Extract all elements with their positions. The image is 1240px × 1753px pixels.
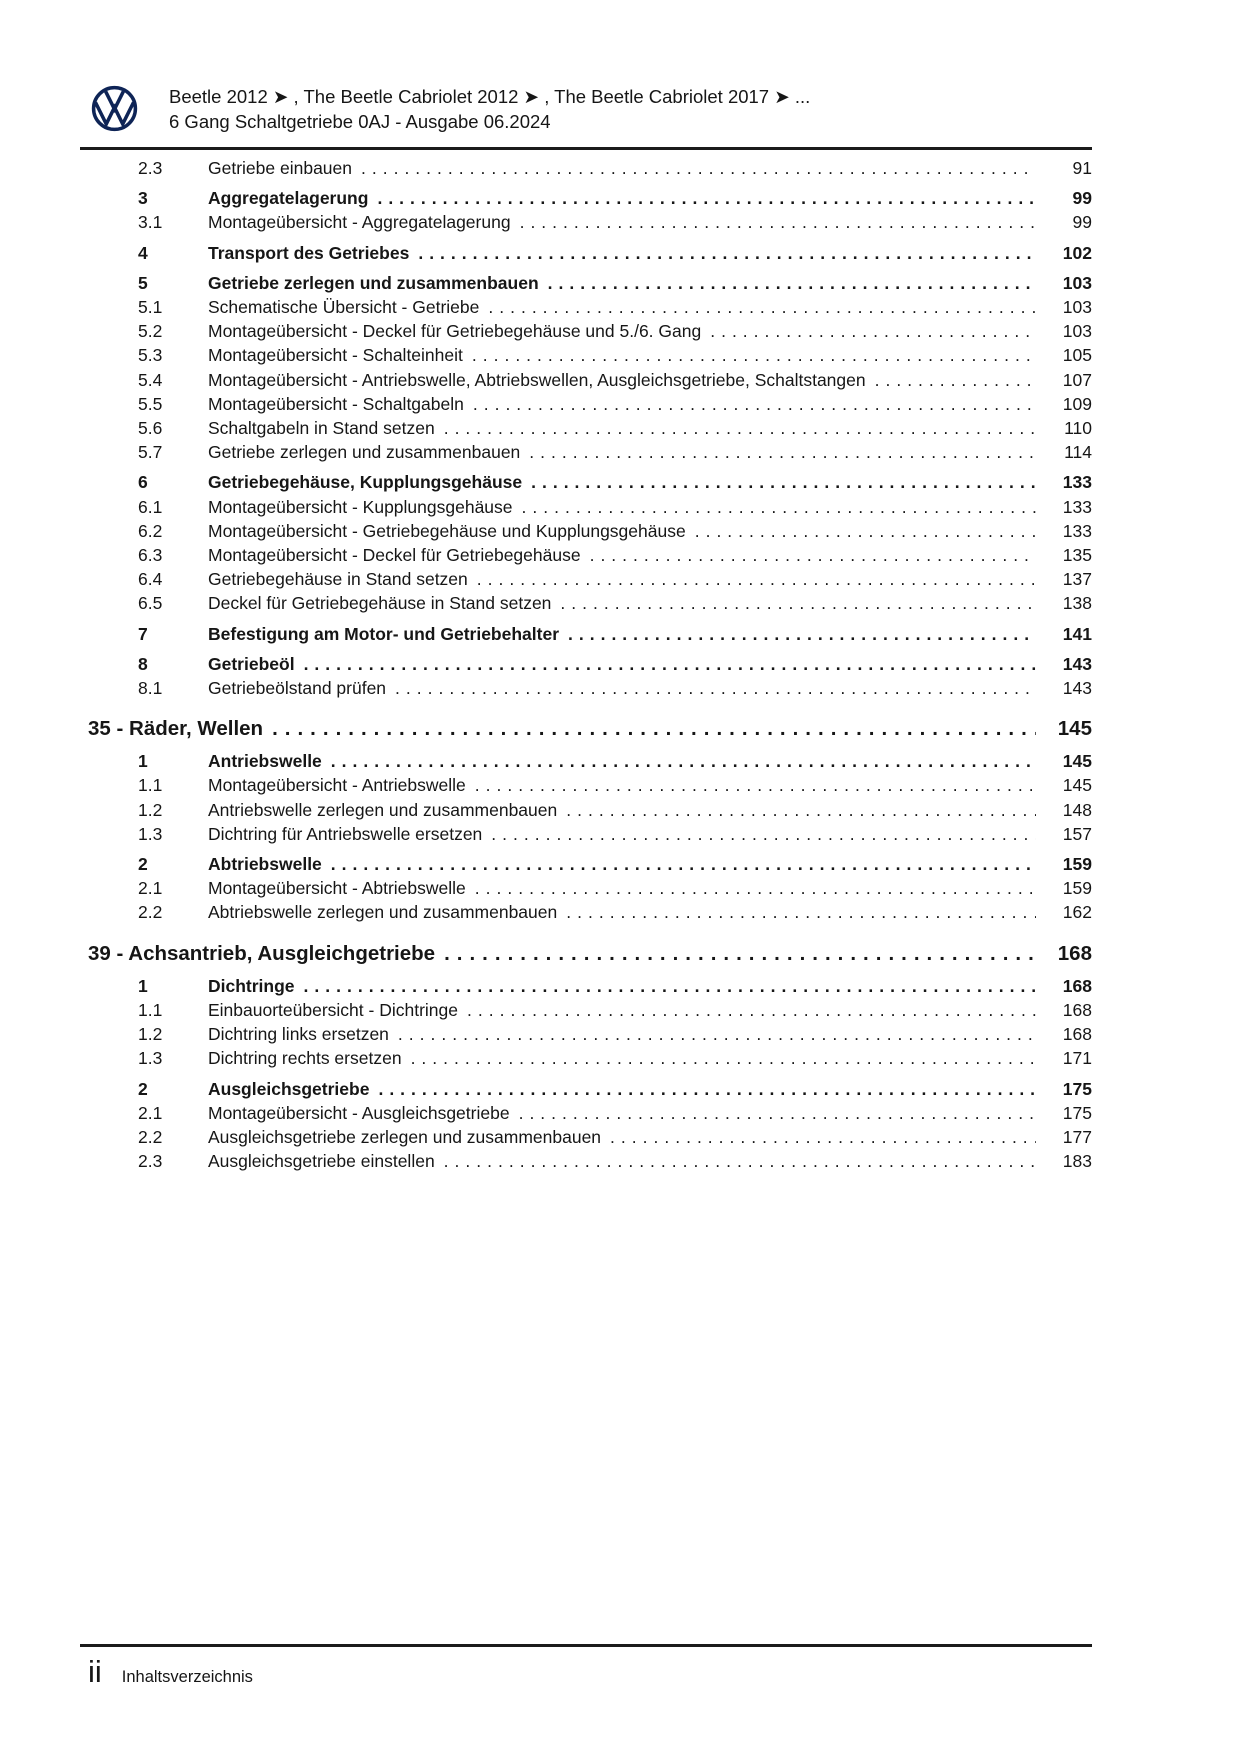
toc-entry-page: 168 — [1062, 975, 1092, 996]
toc-entry-number: 2.3 — [138, 158, 163, 178]
toc-entry-page: 168 — [1057, 941, 1092, 965]
toc-entry-title: Montageübersicht - Aggregatelagerung — [208, 212, 511, 233]
toc-entry-page: 145 — [1062, 751, 1092, 772]
toc-entry-number: 5.6 — [138, 418, 163, 439]
dot-leader — [566, 900, 1036, 924]
toc-entry-page: 183 — [1062, 1151, 1092, 1172]
toc-entry-number: 6.2 — [138, 520, 163, 541]
toc-entry[interactable] — [80, 773, 1092, 797]
toc-entry-number: 4 — [138, 242, 148, 263]
toc-entry[interactable] — [80, 900, 1092, 924]
toc-entry-title: Montageübersicht - Deckel für Getriebegehäuse — [208, 545, 581, 566]
dot-leader — [568, 622, 1036, 646]
toc-entry-title: 39 - Achsantrieb, Ausgleichgetriebe — [88, 941, 436, 965]
toc-entry-page: 99 — [1072, 212, 1092, 233]
toc-entry-page: 137 — [1062, 569, 1092, 590]
vw-logo-icon — [91, 85, 138, 132]
toc-entry[interactable] — [80, 715, 1092, 743]
toc-entry-page: 177 — [1062, 1126, 1092, 1147]
toc-entry-title: Montageübersicht - Antriebswelle, Abtriebswellen, Ausgleichsgetriebe, Schaltstangen — [208, 369, 866, 390]
toc-entry-title: Montageübersicht - Deckel für Getriebegehäuse und 5./6. Gang — [208, 321, 702, 342]
toc-entry-title: Montageübersicht - Schalteinheit — [208, 345, 463, 366]
page-header — [91, 84, 810, 134]
toc-entry-number: 5.5 — [138, 393, 163, 414]
toc-entry-page: 157 — [1062, 823, 1092, 844]
dot-leader — [378, 1077, 1036, 1101]
footer-page-number: ii — [88, 1654, 102, 1689]
toc-entry-page: 143 — [1062, 678, 1092, 699]
toc-entry-number: 1 — [138, 975, 148, 996]
toc-entry-number: 7 — [138, 623, 148, 644]
toc-entry-page: 133 — [1062, 520, 1092, 541]
toc-entry-title: Befestigung am Motor- und Getriebehalter — [208, 623, 559, 644]
toc-entry-number: 8.1 — [138, 678, 163, 699]
footer-divider — [80, 1644, 1092, 1647]
toc-entry-title: Montageübersicht - Schaltgabeln — [208, 393, 464, 414]
toc-entry-page: 141 — [1062, 623, 1092, 644]
dot-leader — [398, 1022, 1036, 1046]
toc-entry-number: 8 — [138, 653, 148, 674]
dot-leader — [875, 368, 1036, 392]
toc-entry-number: 5.1 — [138, 297, 163, 318]
toc-entry[interactable] — [80, 319, 1092, 343]
toc-entry-page: 103 — [1062, 321, 1092, 342]
toc-entry-page: 138 — [1062, 593, 1092, 614]
toc-entry-number: 6 — [138, 472, 148, 493]
header-title-block — [169, 84, 810, 134]
toc-entry-title: Montageübersicht - Ausgleichsgetriebe — [208, 1102, 510, 1123]
toc-entry-page: 175 — [1062, 1078, 1092, 1099]
table-of-contents — [80, 156, 1092, 1173]
dot-leader — [418, 241, 1036, 265]
dot-leader — [395, 676, 1036, 700]
toc-entry-number: 1.1 — [138, 775, 163, 796]
toc-entry-page: 168 — [1062, 1024, 1092, 1045]
toc-entry-number: 1.3 — [138, 1048, 163, 1069]
toc-entry[interactable] — [80, 1077, 1092, 1101]
toc-entry[interactable] — [80, 156, 1092, 180]
header-title-line1: Beetle 2012 ➤ , The Beetle Cabriolet 2012 ➤ , The Beetle Cabriolet 2017 ➤ ... — [169, 86, 811, 107]
toc-entry-page: 143 — [1062, 653, 1092, 674]
toc-entry-title: Schematische Übersicht - Getriebe — [208, 297, 480, 318]
toc-entry[interactable] — [80, 241, 1092, 265]
toc-entry[interactable] — [80, 543, 1092, 567]
toc-entry[interactable] — [80, 622, 1092, 646]
dot-leader — [475, 876, 1036, 900]
dot-leader — [695, 519, 1036, 543]
toc-entry[interactable] — [80, 495, 1092, 519]
toc-entry[interactable] — [80, 998, 1092, 1022]
toc-entry-number: 2.1 — [138, 1102, 163, 1123]
toc-entry-title: Getriebe einbauen — [208, 158, 352, 178]
toc-entry-title: Ausgleichsgetriebe — [208, 1078, 370, 1099]
toc-entry-page: 103 — [1062, 297, 1092, 318]
footer-section-label: Inhaltsverzeichnis — [121, 1668, 253, 1686]
toc-entry[interactable] — [80, 940, 1092, 968]
dot-leader — [411, 1046, 1036, 1070]
toc-entry[interactable] — [80, 210, 1092, 234]
dot-leader — [472, 343, 1036, 367]
toc-entry-page: 109 — [1062, 393, 1092, 414]
dot-leader — [477, 567, 1036, 591]
toc-entry-title: Deckel für Getriebegehäuse in Stand setzen — [208, 593, 552, 614]
dot-leader — [491, 822, 1036, 846]
toc-entry-title: Getriebe zerlegen und zusammenbauen — [208, 272, 539, 293]
header-divider — [80, 147, 1092, 150]
toc-entry[interactable] — [80, 876, 1092, 900]
toc-entry-title: Einbauorteübersicht - Dichtringe — [208, 999, 458, 1020]
toc-entry[interactable] — [80, 186, 1092, 210]
toc-entry[interactable] — [80, 591, 1092, 615]
dot-leader — [304, 974, 1036, 998]
toc-entry-page: 162 — [1062, 902, 1092, 923]
dot-leader — [566, 798, 1036, 822]
page-footer — [88, 1652, 253, 1692]
toc-entry-page: 135 — [1062, 545, 1092, 566]
toc-entry-number: 6.5 — [138, 593, 163, 614]
dot-leader — [467, 998, 1036, 1022]
toc-entry-number: 5.7 — [138, 442, 163, 463]
toc-entry[interactable] — [80, 392, 1092, 416]
toc-entry-title: Montageübersicht - Kupplungsgehäuse — [208, 496, 513, 517]
toc-entry[interactable] — [80, 368, 1092, 392]
dot-leader — [331, 749, 1036, 773]
toc-entry-page: 145 — [1062, 775, 1092, 796]
dot-leader — [488, 295, 1036, 319]
dot-leader — [529, 440, 1036, 464]
toc-entry-title: Antriebswelle zerlegen und zusammenbauen — [208, 799, 558, 820]
toc-entry-title: Aggregatelagerung — [208, 188, 369, 209]
dot-leader — [444, 416, 1036, 440]
toc-entry-title: Abtriebswelle — [208, 854, 322, 875]
toc-entry[interactable] — [80, 440, 1092, 464]
toc-entry[interactable] — [80, 271, 1092, 295]
toc-entry-number: 3 — [138, 188, 148, 209]
toc-entry-page: 105 — [1062, 345, 1092, 366]
toc-entry[interactable] — [80, 470, 1092, 494]
toc-entry-number: 2.2 — [138, 902, 163, 923]
toc-entry-number: 5.4 — [138, 369, 163, 390]
toc-entry-title: Getriebegehäuse, Kupplungsgehäuse — [208, 472, 523, 493]
toc-entry-page: 148 — [1062, 799, 1092, 820]
toc-entry-title: Ausgleichsgetriebe einstellen — [208, 1151, 435, 1172]
dot-leader — [520, 210, 1036, 234]
toc-entry-number: 1.2 — [138, 799, 163, 820]
toc-entry-number: 6.4 — [138, 569, 163, 590]
toc-entry-title: Montageübersicht - Getriebegehäuse und Kupplungsgehäuse — [208, 520, 686, 541]
toc-entry-number: 5.2 — [138, 321, 163, 342]
toc-entry-page: 171 — [1062, 1048, 1092, 1069]
dot-leader — [377, 186, 1036, 210]
toc-entry-page: 107 — [1062, 369, 1092, 390]
toc-entry-number: 1.3 — [138, 823, 163, 844]
toc-entry[interactable] — [80, 749, 1092, 773]
toc-entry-page: 110 — [1064, 418, 1092, 439]
toc-entry[interactable] — [80, 798, 1092, 822]
dot-leader — [531, 470, 1036, 494]
toc-entry-title: Getriebeöl — [208, 653, 295, 674]
toc-entry[interactable] — [80, 1022, 1092, 1046]
dot-leader — [710, 319, 1036, 343]
dot-leader — [475, 773, 1036, 797]
toc-entry-number: 2 — [138, 854, 148, 875]
toc-entry-number: 6.1 — [138, 496, 163, 517]
toc-entry-page: 102 — [1062, 242, 1092, 263]
toc-entry-title: Ausgleichsgetriebe zerlegen und zusammenbauen — [208, 1126, 602, 1147]
toc-entry-page: 175 — [1062, 1102, 1092, 1123]
toc-entry[interactable] — [80, 519, 1092, 543]
toc-entry[interactable] — [80, 1149, 1092, 1173]
toc-entry-page: 133 — [1062, 472, 1092, 493]
toc-entry-title: Dichtring rechts ersetzen — [208, 1048, 402, 1069]
toc-entry-page: 159 — [1062, 878, 1092, 899]
toc-entry[interactable] — [80, 852, 1092, 876]
toc-entry[interactable] — [80, 1101, 1092, 1125]
toc-entry-page: 168 — [1062, 999, 1092, 1020]
dot-leader — [473, 392, 1036, 416]
toc-entry[interactable] — [80, 652, 1092, 676]
toc-entry-title: Getriebegehäuse in Stand setzen — [208, 569, 468, 590]
dot-leader — [444, 1149, 1036, 1173]
toc-entry[interactable] — [80, 1125, 1092, 1149]
toc-entry-number: 1.1 — [138, 999, 163, 1020]
toc-entry-number: 5 — [138, 272, 148, 293]
toc-entry[interactable] — [80, 416, 1092, 440]
toc-entry-number: 2.3 — [138, 1151, 163, 1172]
toc-entry-page: 145 — [1057, 717, 1092, 741]
toc-entry-title: Dichtringe — [208, 975, 295, 996]
toc-entry-number: 5.3 — [138, 345, 163, 366]
toc-entry[interactable] — [80, 567, 1092, 591]
toc-entry[interactable] — [80, 676, 1092, 700]
header-title-line2: 6 Gang Schaltgetriebe 0AJ - Ausgabe 06.2024 — [169, 111, 551, 132]
toc-entry-title: Transport des Getriebes — [208, 242, 410, 263]
dot-leader — [331, 852, 1036, 876]
toc-entry-title: Schaltgabeln in Stand setzen — [208, 418, 435, 439]
toc-entry-number: 1.2 — [138, 1024, 163, 1045]
toc-entry-number: 2.2 — [138, 1126, 163, 1147]
dot-leader — [590, 543, 1036, 567]
toc-entry-page: 159 — [1062, 854, 1092, 875]
toc-entry-title: Abtriebswelle zerlegen und zusammenbauen — [208, 902, 558, 923]
toc-entry-title: Getriebeölstand prüfen — [208, 678, 387, 699]
dot-leader — [610, 1125, 1036, 1149]
toc-entry-page: 103 — [1062, 272, 1092, 293]
dot-leader — [272, 715, 1036, 743]
toc-entry[interactable] — [80, 295, 1092, 319]
toc-entry[interactable] — [80, 1046, 1092, 1070]
toc-entry[interactable] — [80, 343, 1092, 367]
toc-entry-page: 91 — [1072, 158, 1092, 178]
toc-entry-title: Antriebswelle — [208, 751, 322, 772]
dot-leader — [361, 156, 1036, 180]
toc-entry-number: 3.1 — [138, 212, 163, 233]
toc-entry-number: 2 — [138, 1078, 148, 1099]
toc-entry-number: 1 — [138, 751, 148, 772]
toc-entry-number: 2.1 — [138, 878, 163, 899]
toc-entry-page: 99 — [1072, 188, 1092, 209]
dot-leader — [444, 940, 1036, 968]
dot-leader — [304, 652, 1036, 676]
toc-entry-title: 35 - Räder, Wellen — [88, 717, 264, 741]
dot-leader — [560, 591, 1036, 615]
toc-entry-page: 114 — [1064, 442, 1092, 463]
toc-entry-title: Dichtring für Antriebswelle ersetzen — [208, 823, 483, 844]
toc-entry-title: Dichtring links ersetzen — [208, 1024, 389, 1045]
toc-entry-page: 133 — [1062, 496, 1092, 517]
dot-leader — [519, 1101, 1036, 1125]
toc-entry-title: Getriebe zerlegen und zusammenbauen — [208, 442, 521, 463]
toc-entry-title: Montageübersicht - Antriebswelle — [208, 775, 466, 796]
toc-entry-title: Montageübersicht - Abtriebswelle — [208, 878, 466, 899]
dot-leader — [548, 271, 1036, 295]
toc-entry[interactable] — [80, 822, 1092, 846]
dot-leader — [522, 495, 1036, 519]
toc-entry-number: 6.3 — [138, 545, 163, 566]
toc-entry[interactable] — [80, 974, 1092, 998]
